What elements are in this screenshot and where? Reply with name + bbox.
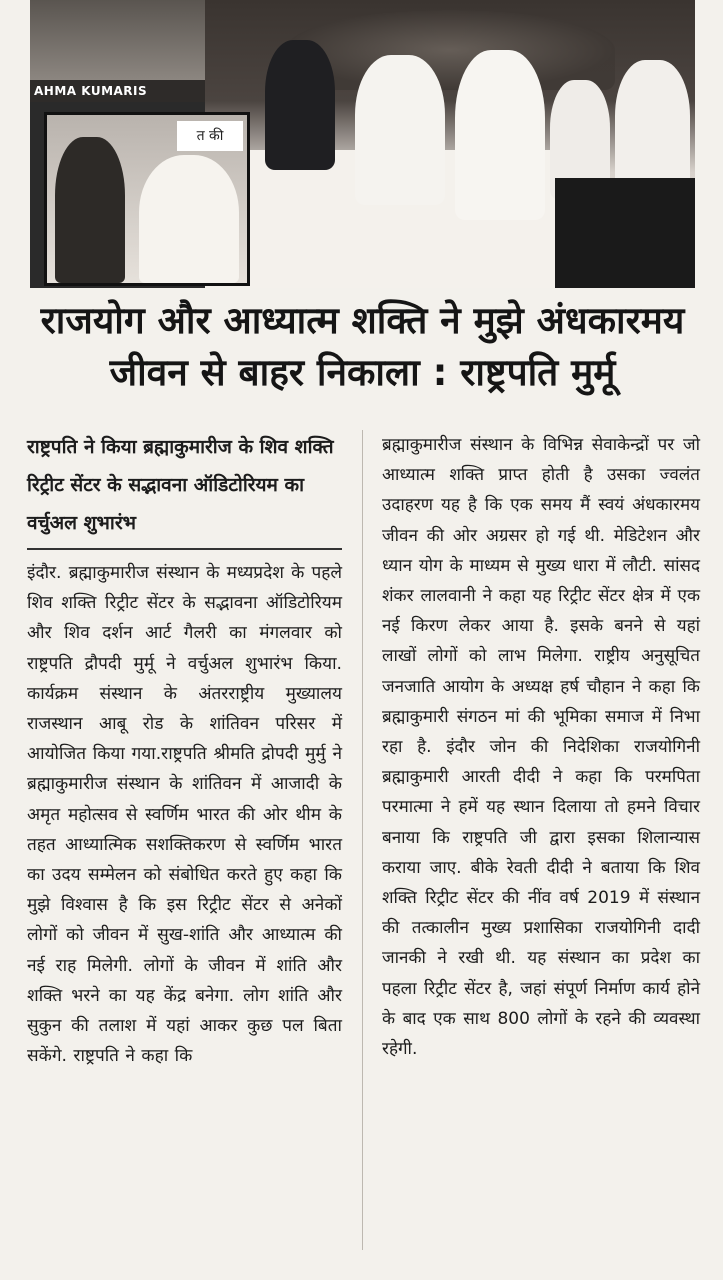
stage-decoration	[285, 10, 615, 90]
event-photo	[30, 0, 695, 288]
brand-strip-text: AHMA KUMARIS	[30, 80, 209, 102]
article-text-right: ब्रह्माकुमारीज संस्थान के विभिन्न सेवाकेन्द्रों पर जो आध्यात्म शक्ति प्राप्त होती है उसका ज्वलंत उदाहरण यह है कि एक समय मैं स्वयं अंधकारमय जीवन की ओर अग्रसर हो गई थी. मेडिटेशन और ध्यान योग के माध्यम से मुख्य धारा में लौटी. सांसद शंकर लालवानी ने कहा यह रिट्रीट सेंटर क्षेत्र में एक नई किरण लेकर आया है. इसके बनने से यहां लाखों लोगों को लाभ मिलेगा. राष्ट्रीय अनुसूचित जनजाति आयोग के अध्यक्ष हर्ष चौहान ने कहा कि ब्रह्माकुमारी संगठन मां की भूमिका समाज में निभा रहा है. इंदौर जोन की निदेशिका राजयोगिनी ब्रह्माकुमारी आरती दीदी ने कहा कि परमपिता परमात्मा ने हमें यह स्थान दिलाया तो हमने विचार बनाया कि राष्ट्रपति जी द्वारा इसका शिलान्यास कराया जाए. बीके रेवती दीदी ने बताया कि शिव शक्ति रिट्रीट सेंटर की नींव वर्ष 2019 में संस्थान की तत्कालीन मुख्य प्रशासिका राजयोगिनी दादी जानकी ने रखी थी. यह संस्थान का प्रदेश का पहला रिट्रीट सेंटर है, जहां संपूर्ण निर्माण कार्य होने के बाद एक साथ 800 लोगों के रहने की व्यवस्था रहेगी.	[382, 435, 700, 1060]
president-figure	[139, 155, 239, 283]
article-column-left	[27, 428, 342, 1071]
column-divider	[362, 430, 363, 1250]
headline-line-1: राजयोग और आध्यात्म शक्ति ने मुझे अंधकारमय	[40, 299, 685, 342]
article-text-left: इंदौर. ब्रह्माकुमारीज संस्थान के मध्यप्रदेश के पहले शिव शक्ति रिट्रीट सेंटर के सद्भावना ऑडिटोरियम और शिव दर्शन आर्ट गैलरी का मंगलवार को राष्ट्रपति द्रौपदी मुर्मू ने वर्चुअल शुभारंभ किया. कार्यक्रम संस्थान के अंतरराष्ट्रीय मुख्यालय राजस्थान आबू रोड के शांतिवन परिसर में आयोजित किया गया.राष्ट्रपति श्रीमति द्रोपदी मुर्मु ने ब्रह्माकुमारीज संस्थान के शांतिवन में आजादी के अमृत महोत्सव से स्वर्णिम भारत की ओर थीम के तहत आध्यात्मिक सशक्तिकरण से स्वर्णिम भारत का उदय सम्मेलन को संबोधित करते हुए कहा कि मुझे विश्वास है कि इस रिट्रीट सेंटर से अनेकों लोगों को जीवन में सुख-शांति और आध्यात्म की नई राह मिलेगी. लोगों के जीवन में शांति और शक्ति भरने का यह केंद्र बनेगा. लोग शांति और सुकुन की तलाश में यहां आकर कुछ पल बिता सकेंगे. राष्ट्रपति ने कहा कि	[27, 563, 342, 1067]
inset-sign-text: त की	[177, 121, 243, 151]
dignitary-figure	[265, 40, 335, 170]
officer-figure	[55, 137, 125, 283]
subheadline: राष्ट्रपति ने किया ब्रह्माकुमारीज के शिव शक्ति रिट्रीट सेंटर के सद्भावना ऑडिटोरियम का वर्चुअल शुभारंभ	[27, 436, 334, 534]
subhead-divider	[27, 548, 342, 550]
article-column-right	[382, 430, 700, 1064]
headline	[30, 295, 695, 399]
photo-top-left-panel	[30, 0, 205, 80]
dignitary-figure	[455, 50, 545, 220]
inset-photo	[44, 112, 250, 286]
stage-photo	[205, 0, 695, 288]
podium	[555, 178, 695, 288]
headline-line-2: जीवन से बाहर निकाला : राष्ट्रपति मुर्मू	[109, 351, 616, 394]
dignitary-figure	[355, 55, 445, 205]
